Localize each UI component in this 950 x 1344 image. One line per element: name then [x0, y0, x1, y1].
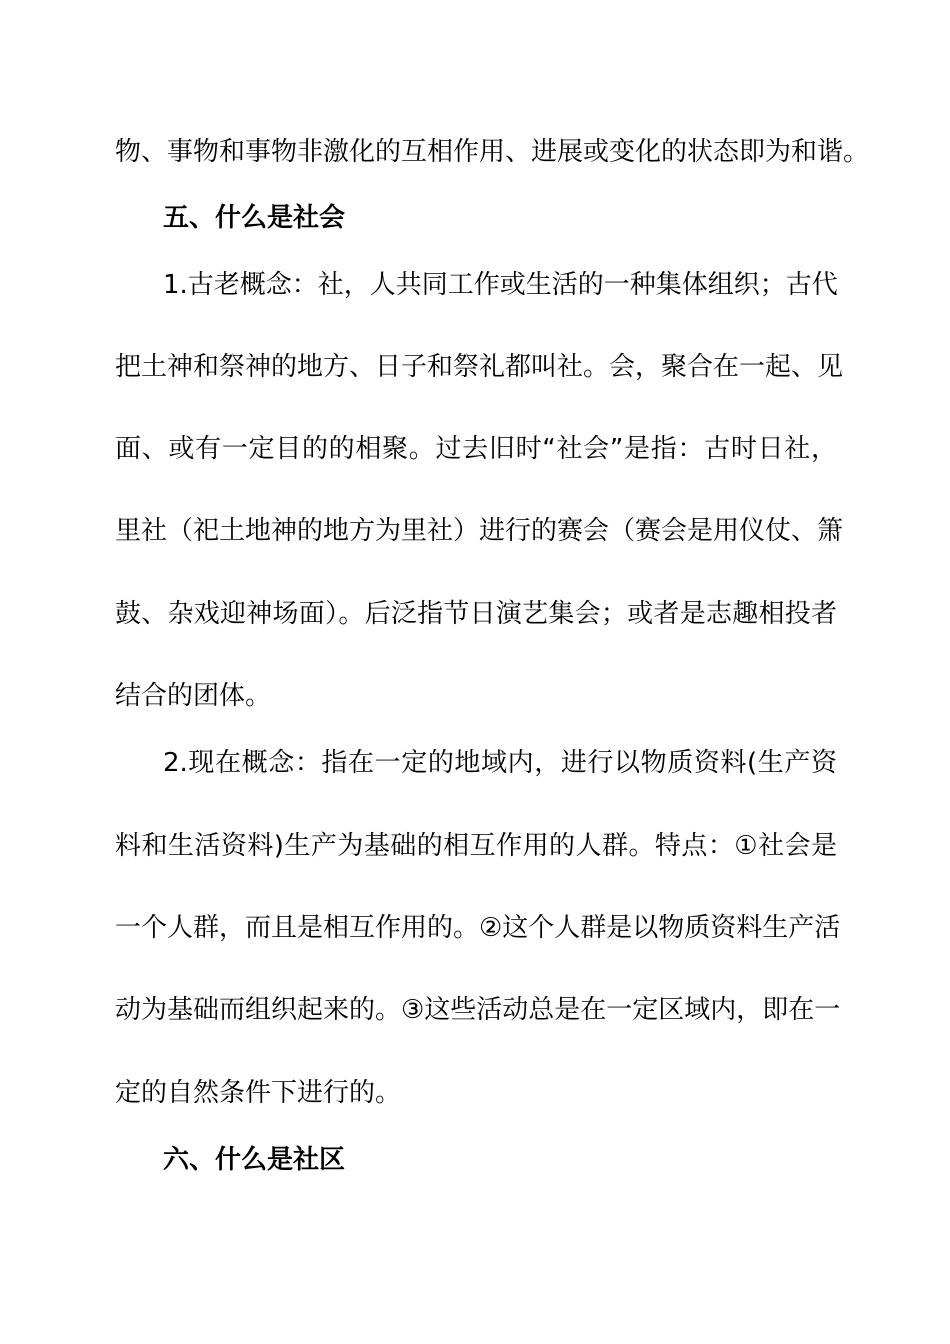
paragraph-ancient-concept-line: 把土神和祭神的地方、日子和祭礼都叫社。会，聚合在一起、见	[115, 352, 844, 382]
paragraph-ancient-concept-line: 结合的团体。	[115, 681, 272, 711]
section-heading-community: 六、什么是社区	[163, 1145, 346, 1175]
section-heading-society: 五、什么是社会	[163, 203, 346, 233]
paragraph-continuation-line: 物、事物和事物非激化的互相作用、进展或变化的状态即为和谐。	[115, 137, 870, 167]
paragraph-ancient-concept-line: 鼓、杂戏迎神场面）。后泛指节日演艺集会；或者是志趣相投者	[115, 599, 837, 629]
paragraph-ancient-concept-line: 面、或有一定目的的相聚。过去旧时“社会”是指：古时日社，	[115, 434, 837, 464]
paragraph-modern-concept-line: 动为基础而组织起来的。③这些活动总是在一定区域内，即在一	[115, 995, 841, 1025]
paragraph-modern-concept-line: 一个人群，而且是相互作用的。②这个人群是以物质资料生产活	[115, 913, 841, 943]
paragraph-modern-concept-line: 2.现在概念：指在一定的地域内，进行以物质资料(生产资	[163, 748, 837, 778]
paragraph-ancient-concept-line: 1.古老概念：社，人共同工作或生活的一种集体组织；古代	[163, 270, 838, 300]
paragraph-modern-concept-line: 料和生活资料)生产为基础的相互作用的人群。特点：①社会是	[115, 831, 837, 861]
paragraph-ancient-concept-line: 里社（祀土地神的地方为里社）进行的赛会（赛会是用仪仗、箫	[115, 516, 844, 546]
paragraph-modern-concept-line: 定的自然条件下进行的。	[115, 1078, 402, 1108]
